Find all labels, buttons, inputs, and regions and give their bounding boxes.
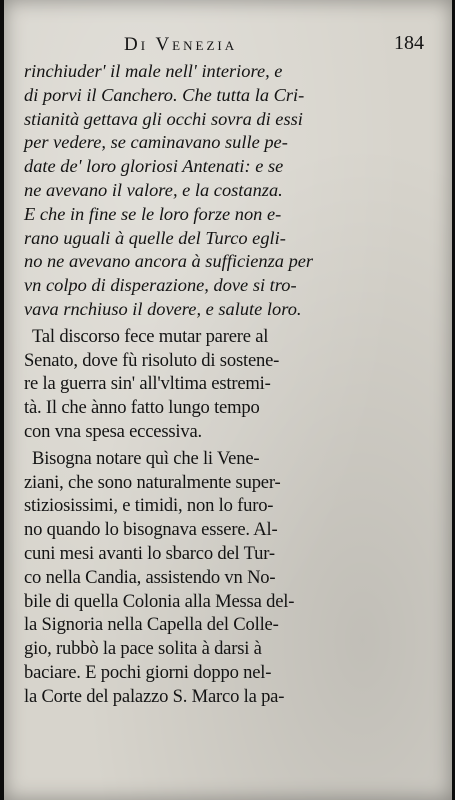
text-line: rano uguali à quelle del Turco egli- — [24, 227, 286, 248]
text-line: di porvi il Canchero. Che tutta la Cri- — [24, 84, 305, 105]
text-line: la Corte del palazzo S. Marco la pa- — [24, 685, 285, 707]
text-line: tà. Il che ànno fatto lungo tempo — [24, 397, 260, 419]
page-number: 184 — [394, 32, 424, 54]
text-line: per vedere, se caminavano sulle pe- — [24, 132, 288, 153]
text-line: ne avevano il valore, e la costanza. — [24, 179, 283, 200]
text-line: Senato, dove fù risoluto di sostene- — [24, 349, 280, 371]
text-line: cuni mesi avanti lo sbarco del Tur- — [24, 542, 275, 564]
text-line: con vna spesa eccessiva. — [24, 420, 202, 442]
text-line: ziani, che sono naturalmente super- — [24, 471, 281, 493]
book-page — [4, 0, 452, 800]
text-line: vava rnchiuso il dovere, e salute loro. — [24, 298, 302, 319]
paragraph-2 — [24, 447, 436, 709]
text-line: E che in fine se le loro forze non e- — [24, 203, 282, 224]
text-line: Bisogna notare quì che li Vene- — [32, 447, 260, 469]
text-line: gio, rubbò la pace solita à darsi à — [24, 638, 262, 660]
text-line: la Signoria nella Capella del Colle- — [24, 614, 279, 636]
paragraph-1 — [24, 325, 436, 444]
text-line: baciare. E pochi giorni doppo nel- — [24, 661, 272, 683]
text-line: stiziosissimi, e timidi, non lo furo- — [24, 495, 274, 517]
text-line: Tal discorso fece mutar parere al — [32, 325, 269, 347]
text-line: re la guerra sin' all'vltima estremi- — [24, 373, 271, 395]
text-line: bile di quella Colonia alla Messa del- — [24, 590, 295, 612]
running-head: Di Venezia — [124, 34, 238, 55]
text-line: vn colpo di disperazione, dove si tro- — [24, 275, 297, 296]
text-line: date de' loro gloriosi Antenati: e se — [24, 156, 284, 177]
italic-passage — [24, 60, 436, 322]
text-line: stianità gettava gli occhi sovra di essi — [24, 108, 303, 129]
text-line: no ne avevano ancora à sufficienza per — [24, 251, 314, 272]
text-block — [24, 60, 436, 709]
text-line: no quando lo bisognava essere. Al- — [24, 519, 278, 541]
text-line: co nella Candia, assistendo vn No- — [24, 566, 276, 588]
text-line: rinchiuder' il male nell' interiore, e — [24, 61, 283, 81]
